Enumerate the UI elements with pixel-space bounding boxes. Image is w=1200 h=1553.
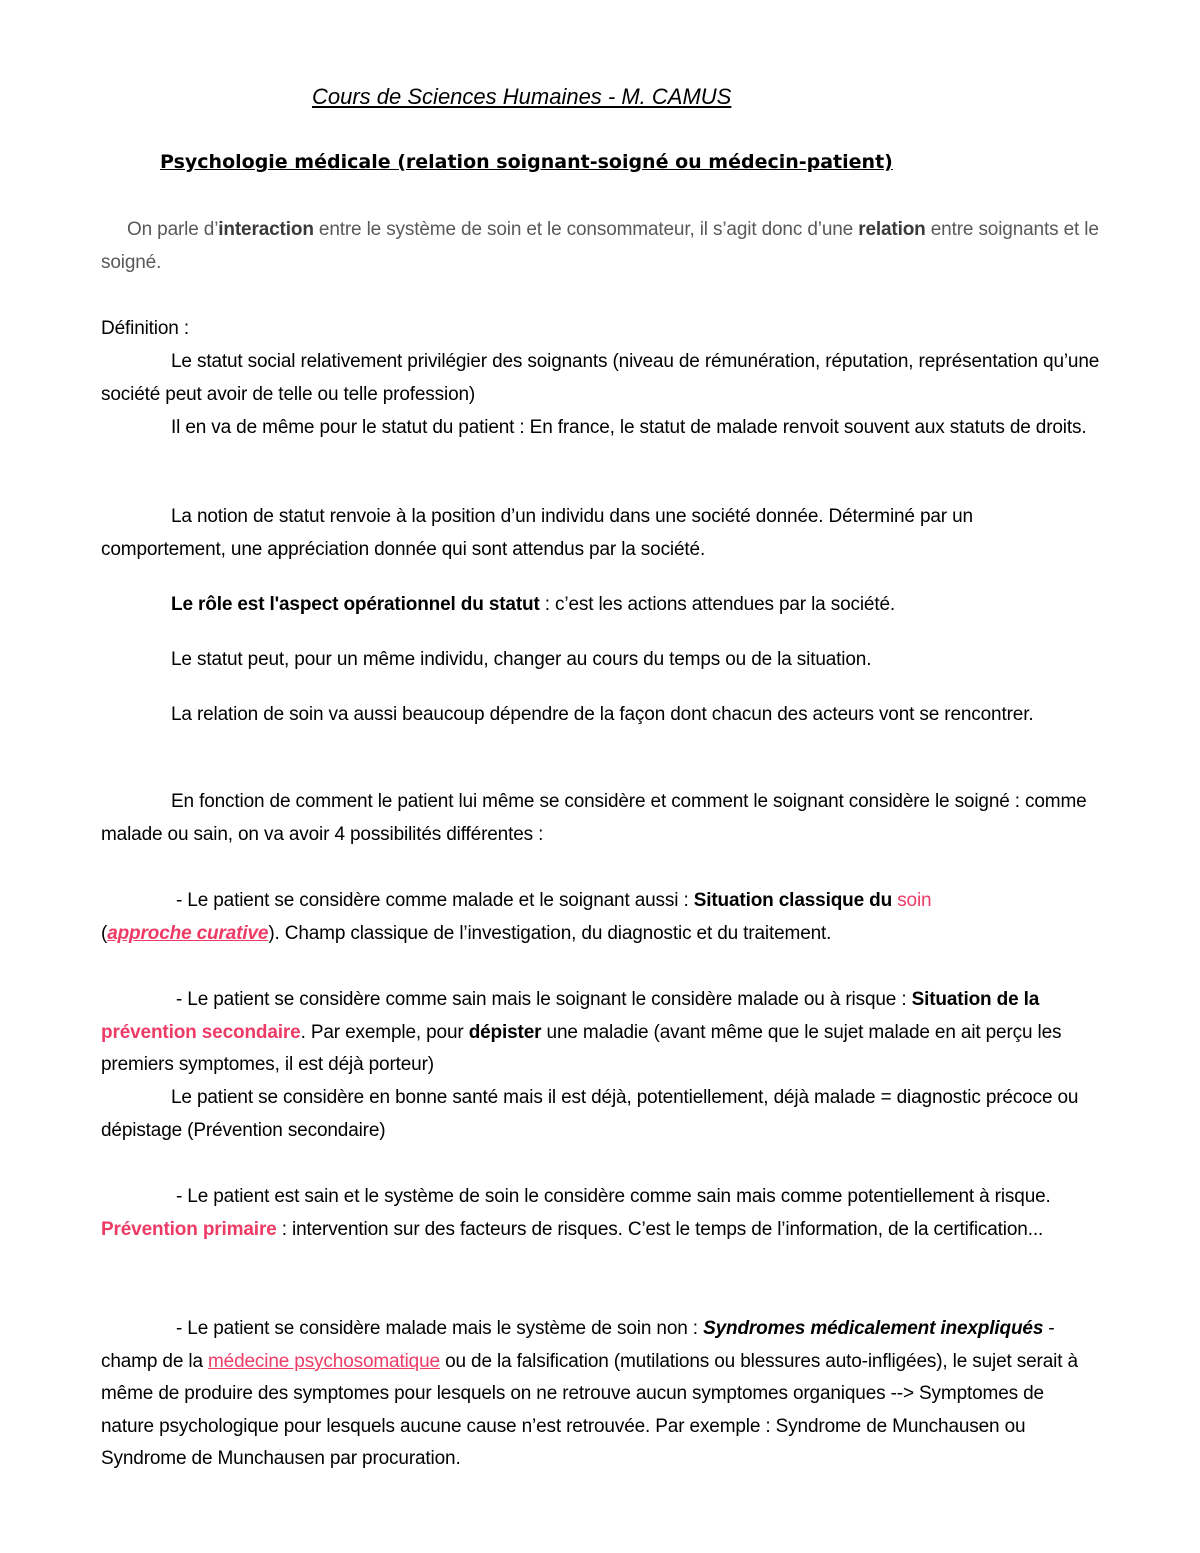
bullet-psychosomatique: - Le patient se considère malade mais le système de soin non : Syndromes médicalement inexpliqués - champ de la médecine psychosomatique ou de la falsification (mutilations ou blessures auto-infligées), le sujet serait à même de produire des symptomes pour lesquels on ne retrouve aucun symptomes organiques --> Symptomes de nature psychologique pour lesquels aucune cause n’est retrouvée. Par exemple : Syndrome de Munchausen ou Syndrome de Munchausen par procuration. bbox=[101, 1318, 1078, 1469]
course-title: Cours de Sciences Humaines - M. CAMUS bbox=[312, 84, 732, 109]
approche-curative-link: approche curative bbox=[107, 922, 269, 944]
paragraph-depistage: Le patient se considère en bonne santé mais il est déjà, potentiellement, déjà malade = diagnostic précoce ou dépistage (Prévention secondaire) bbox=[101, 1087, 1079, 1141]
paragraph-relation-soin: La relation de soin va aussi beaucoup dépendre de la façon dont chacun des acteurs vont se rencontrer. bbox=[171, 704, 1034, 725]
definition-label: Définition : bbox=[101, 318, 189, 339]
section-subtitle: Psychologie médicale (relation soignant-soigné ou médecin-patient) bbox=[160, 151, 893, 173]
paragraph-status-patient: Il en va de même pour le statut du patient : En france, le statut de malade renvoit souvent aux statuts de droits. bbox=[171, 417, 1087, 438]
bullet-prevention-primaire: - Le patient est sain et le système de soin le considère comme sain mais comme potentiellement à risque. Prévention primaire : intervention sur des facteurs de risques. C’est le temps de l’information, de la certification... bbox=[101, 1186, 1051, 1240]
bullet-prevention-secondaire: - Le patient se considère comme sain mais le soignant le considère malade ou à risque : Situation de la prévention secondaire. Par exemple, pour dépister une maladie (avant même que le sujet malade en ait perçu les premiers symptomes, il est déjà porteur) bbox=[101, 989, 1062, 1075]
paragraph-role: Le rôle est l'aspect opérationnel du statut : c’est les actions attendues par la société. bbox=[171, 594, 896, 615]
bullet-approche-curative: - Le patient se considère comme malade et le soignant aussi : Situation classique du soin (approche curative). Champ classique de l’investigation, du diagnostic et du traitement. bbox=[101, 890, 932, 944]
paragraph-statut-change: Le statut peut, pour un même individu, changer au cours du temps ou de la situation. bbox=[171, 649, 872, 670]
paragraph-status-soignants: Le statut social relativement privilégier des soignants (niveau de rémunération, réputation, représentation qu’une société peut avoir de telle ou telle profession) bbox=[101, 351, 1100, 405]
medecine-psychosomatique-link: médecine psychosomatique bbox=[208, 1350, 440, 1372]
paragraph-notion-statut: La notion de statut renvoie à la position d’un individu dans une société donnée. Déterminé par un comportement, une appréciation donnée qui sont attendus par la société. bbox=[101, 506, 973, 560]
intro-paragraph: On parle d’interaction entre le système de soin et le consommateur, il s’agit donc d’une relation entre soignants et le soigné. bbox=[101, 219, 1099, 273]
paragraph-possibilites: En fonction de comment le patient lui même se considère et comment le soignant considère le soigné : comme malade ou sain, on va avoir 4 possibilités différentes : bbox=[101, 791, 1087, 845]
